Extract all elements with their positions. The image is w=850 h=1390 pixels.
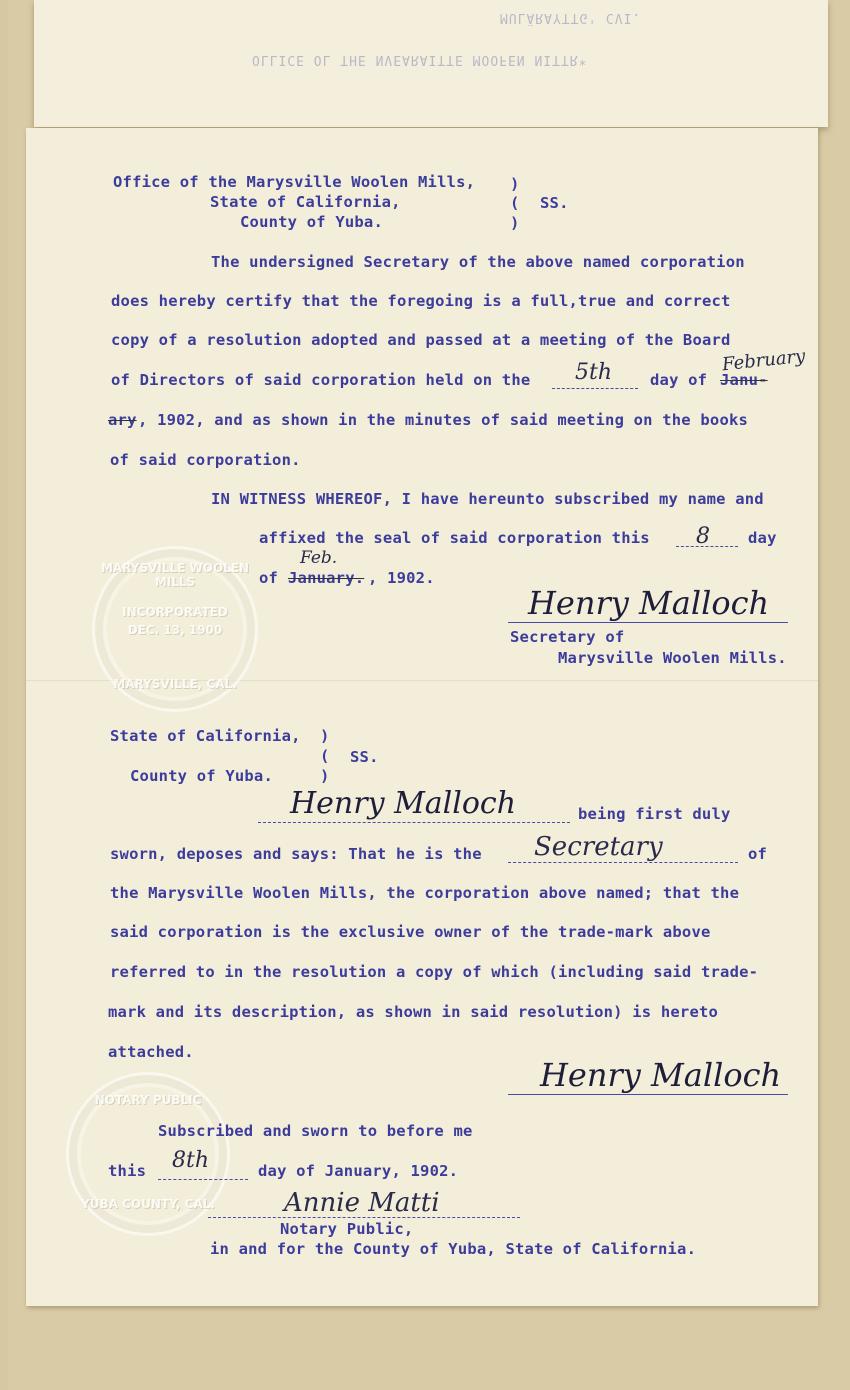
aff-line3: the Marysville Woolen Mills, the corporation above named; that the xyxy=(110,884,740,902)
cert-line4-a: of Directors of said corporation held on the xyxy=(111,371,531,389)
meeting-day-blank xyxy=(552,388,638,389)
venue-paren2: ( xyxy=(510,194,520,212)
notary-seal-top-text: NOTARY PUBLIC xyxy=(94,1093,202,1107)
aff-line1-b: being first duly xyxy=(578,805,731,823)
cert-line2: does hereby certify that the foregoing is a full,true and correct xyxy=(111,292,731,310)
notary-seal-bottom-text: YUBA COUNTY, CAL. xyxy=(81,1197,215,1211)
seal-ring-text: MARYSVILLE WOOLEN MILLS xyxy=(100,561,250,589)
mirrored-stamp-line: MULÄRAYTTG' CVI. xyxy=(500,10,642,25)
cert-line5: , 1902, and as shown in the minutes of said meeting on the books xyxy=(138,411,749,429)
aff-line4: said corporation is the exclusive owner of the trade-mark above xyxy=(110,923,711,941)
witness-line3-a: of xyxy=(259,569,279,587)
notary-signature: Annie Matti xyxy=(284,1188,440,1218)
affiant-name-blank xyxy=(258,822,570,823)
cert-line5-struck: ary xyxy=(108,411,137,429)
cert-line6: of said corporation. xyxy=(110,451,301,469)
aff-line2-b: of xyxy=(748,845,768,863)
venue-paren1: ) xyxy=(510,175,520,193)
affiant-signature-line xyxy=(508,1094,788,1095)
aff-line6: mark and its description, as shown in said resolution) is hereto xyxy=(108,1003,719,1021)
meeting-day-handwritten: 5th xyxy=(575,360,613,385)
aff-venue-line1: State of California, xyxy=(110,727,301,745)
folded-top-flap xyxy=(34,0,828,127)
witness-line2-b: day xyxy=(748,529,777,547)
venue-line3: County of Yuba. xyxy=(240,213,383,231)
corporate-seal xyxy=(92,546,258,712)
aff-line2-a: sworn, deposes and says: That he is the xyxy=(110,845,482,863)
venue-line1: Office of the Marysville Woolen Mills, xyxy=(113,173,476,191)
affiant-title-handwritten: Secretary xyxy=(534,832,663,862)
witness-line3-struck: January. xyxy=(288,569,365,587)
witness-line2-a: affixed the seal of said corporation this xyxy=(259,529,650,547)
seal-center-line1: INCORPORATED xyxy=(122,605,228,619)
affiant-signature: Henry Malloch xyxy=(540,1056,782,1094)
aff-venue-paren2: ( xyxy=(320,747,330,765)
aff-venue-paren3: ) xyxy=(320,767,330,785)
jurat-line2-a: this xyxy=(108,1162,147,1180)
witness-day-handwritten: 8 xyxy=(696,524,710,549)
secretary-signature: Henry Malloch xyxy=(528,584,770,622)
cert-line3: copy of a resolution adopted and passed at a meeting of the Board xyxy=(111,331,731,349)
aff-venue-line2: County of Yuba. xyxy=(130,767,273,785)
notary-title: Notary Public, xyxy=(280,1220,414,1238)
aff-venue-paren1: ) xyxy=(320,727,330,745)
venue-line2: State of California, xyxy=(210,193,401,211)
secretary-signature-line xyxy=(508,622,788,623)
affiant-name-handwritten: Henry Malloch xyxy=(290,786,517,821)
cert-line4-struck: Janu- xyxy=(720,371,768,389)
venue-ss: SS. xyxy=(540,194,569,212)
month-insertion-handwritten: February xyxy=(721,345,807,376)
affiant-title-blank xyxy=(508,862,738,863)
seal-center-line3: MARYSVILLE, CAL. xyxy=(113,677,237,691)
jurat-line1: Subscribed and sworn to before me xyxy=(158,1122,473,1140)
witness-title2: Marysville Woolen Mills. xyxy=(558,649,787,667)
mirrored-office-line: OLLICE OL THE NVEARAITTE MOOFEN NITTR* xyxy=(252,52,588,67)
witness-line3-b: , 1902. xyxy=(368,569,435,587)
cert-line4-b: day of xyxy=(650,371,708,389)
cert-line1: The undersigned Secretary of the above named corporation xyxy=(211,253,745,271)
witness-month-insertion: Feb. xyxy=(300,548,338,568)
jurat-day-blank xyxy=(158,1179,248,1180)
venue-paren3: ) xyxy=(510,214,520,232)
aff-venue-ss: SS. xyxy=(350,748,379,766)
notary-jurisdiction: in and for the County of Yuba, State of California. xyxy=(210,1240,697,1258)
jurat-line2-b: day of January, 1902. xyxy=(258,1162,459,1180)
aff-line5: referred to in the resolution a copy of which (including said trade- xyxy=(110,963,759,981)
seal-center-line2: DEC. 13, 1900 xyxy=(127,623,223,637)
aff-line7: attached. xyxy=(108,1043,194,1061)
witness-line1: IN WITNESS WHEREOF, I have hereunto subscribed my name and xyxy=(211,490,764,508)
jurat-day-handwritten: 8th xyxy=(172,1148,210,1173)
witness-title1: Secretary of xyxy=(510,628,625,646)
